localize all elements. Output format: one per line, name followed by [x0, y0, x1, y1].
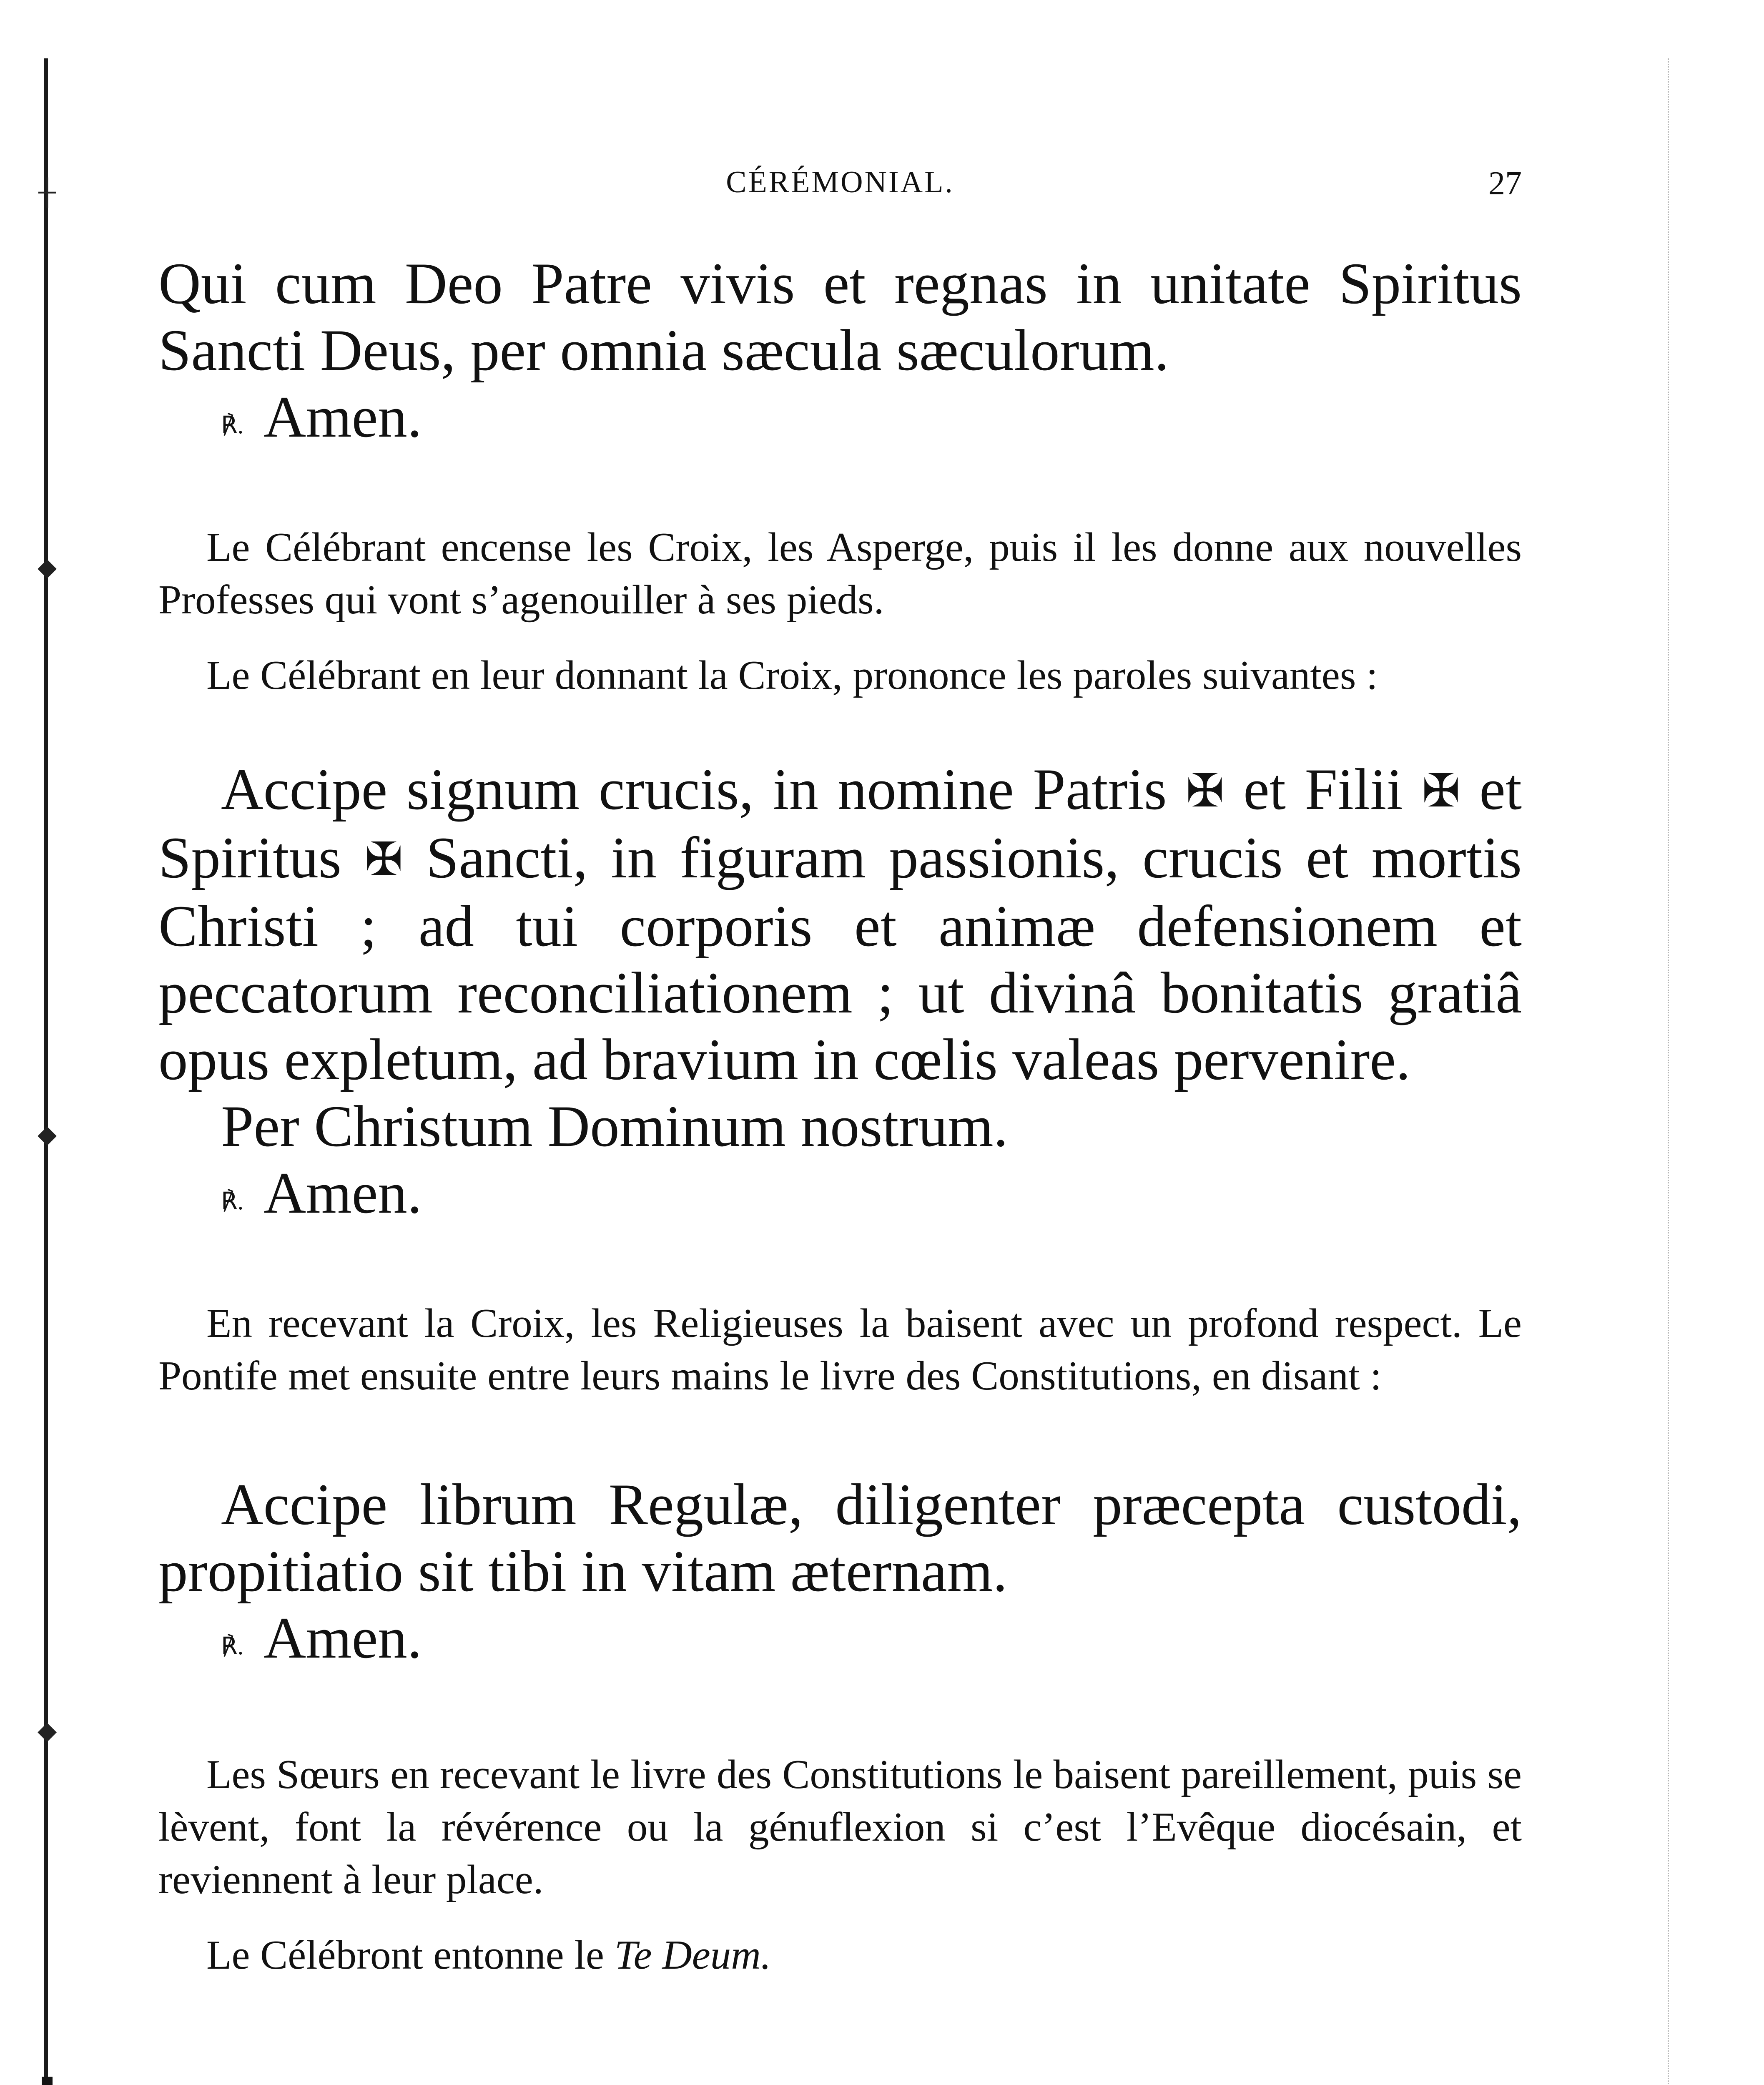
response-symbol: ℟.: [221, 412, 244, 439]
binding-mark: ◆: [38, 1120, 57, 1148]
rubric-text: Le Célébront entonne le: [206, 1932, 604, 1978]
rubric-te-deum: [158, 1929, 1522, 1982]
page-body: [158, 250, 1522, 1982]
binding-edge: [44, 58, 48, 2085]
prayer-text: Sancti, in figuram passionis, crucis et mortis Christi ; ad tui corporis et animæ defensionem et peccatorum reconciliationem ; ut divinâ bonitatis gratiâ opus expletum, ad bravium in cœlis valeas pervenire.: [158, 825, 1522, 1092]
page-number: 27: [1488, 165, 1522, 202]
binding-shadow: [42, 2077, 53, 2085]
rubric-paragraph: Les Sœurs en recevant le livre des Constitutions le baisent pareillement, puis se lèvent, font la révérence ou la génuflexion si c’est l’Evêque diocésain, et reviennent à leur place.: [158, 1752, 1522, 1902]
page-header: [158, 165, 1522, 211]
accipe-signum-prayer: [158, 756, 1522, 1093]
accipe-librum-prayer: Accipe librum Regulæ, diligenter præcepta custodi, propitiatio sit tibi in vitam æternam.: [158, 1472, 1522, 1604]
rubric-paragraph: En recevant la Croix, les Religieuses la baisent avec un profond respect. Le Pontife met ensuite entre leurs mains le livre des Constitutions, en disant :: [158, 1301, 1522, 1399]
running-head: CÉRÉMONIAL.: [726, 165, 954, 199]
amen-text: Amen.: [263, 1161, 422, 1226]
cross-icon: ✠: [1422, 766, 1460, 816]
response-symbol: ℟.: [221, 1633, 244, 1660]
prayer-text: Accipe signum crucis, in nomine Patris: [221, 757, 1167, 822]
te-deum-title: Te Deum.: [614, 1932, 771, 1978]
amen-text: Amen.: [263, 384, 422, 450]
response-symbol: ℟.: [221, 1188, 244, 1215]
response-amen: [221, 384, 1522, 459]
cross-icon: ✠: [364, 834, 403, 885]
prayer-conclusion: Qui cum Deo Patre vivis et regnas in unitate Spiritus Sancti Deus, per omnia sæcula sæculorum.: [158, 251, 1522, 383]
binding-mark: ┼: [38, 178, 56, 206]
binding-mark: ◆: [38, 1717, 57, 1744]
binding-mark: ◆: [38, 553, 57, 581]
prayer-text: et Spiritus: [158, 757, 1522, 890]
prayer-text: et Filii: [1243, 757, 1403, 822]
per-christum: Per Christum Dominum nostrum.: [221, 1094, 1008, 1159]
response-amen: [221, 1160, 1522, 1235]
amen-text: Amen.: [263, 1605, 422, 1671]
response-amen: [221, 1605, 1522, 1680]
cross-icon: ✠: [1186, 766, 1225, 816]
page-edge: [1668, 58, 1670, 2085]
rubric-paragraph: Le Célébrant en leur donnant la Croix, prononce les paroles suivantes :: [206, 653, 1378, 698]
rubric-paragraph: Le Célébrant encense les Croix, les Asperge, puis il les donne aux nouvelles Professes qui vont s’agenouiller à ses pieds.: [158, 525, 1522, 623]
